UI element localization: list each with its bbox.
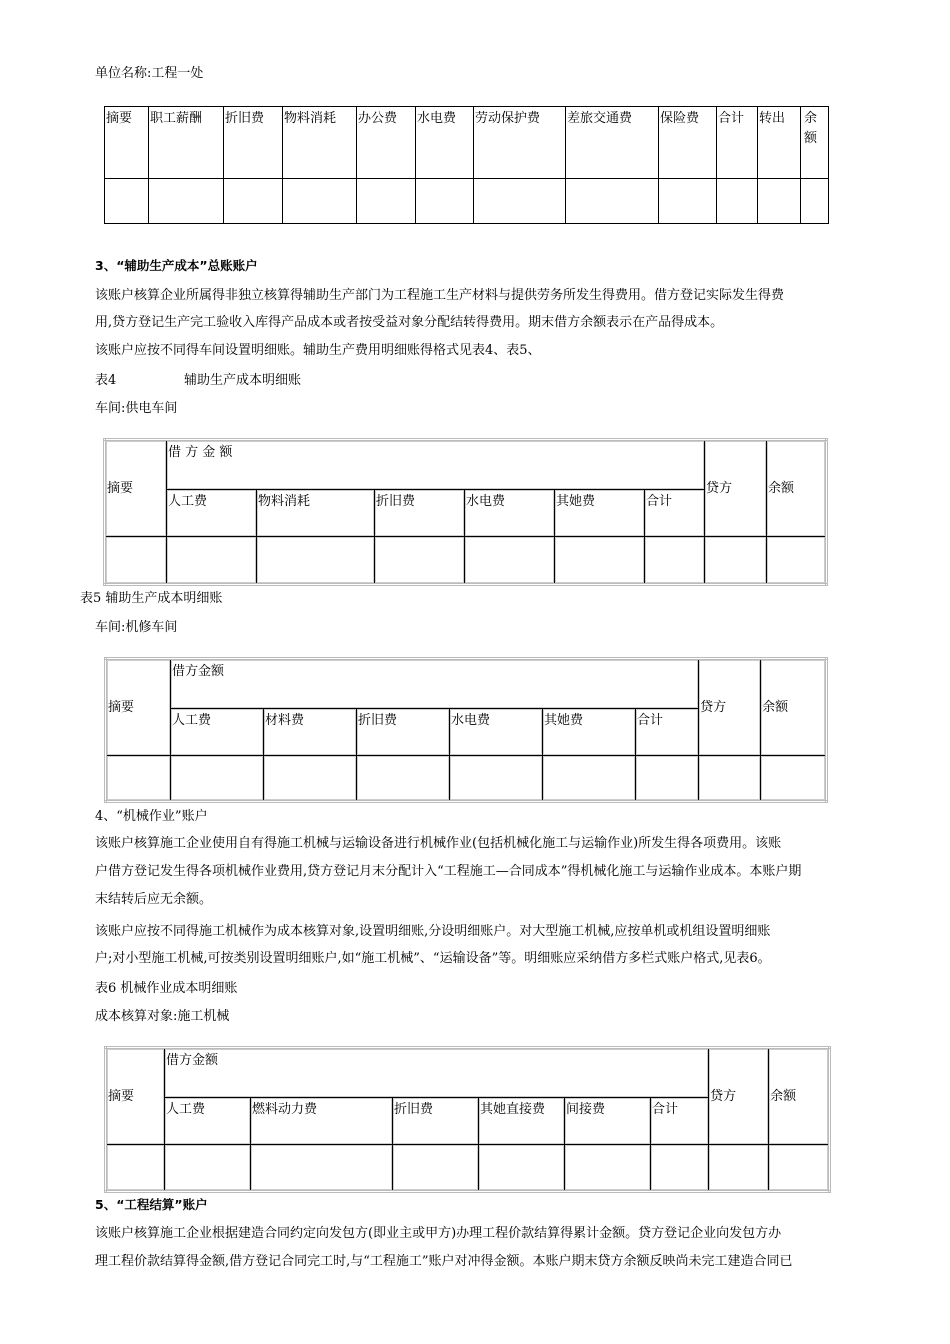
table6-cell[interactable]	[479, 1144, 565, 1191]
table1-header: 差旅交通费	[566, 107, 659, 179]
table6-cell[interactable]	[769, 1144, 830, 1191]
table1-header: 水电费	[416, 107, 474, 179]
table6-debit-header: 借方金额	[165, 1048, 709, 1098]
table6-col-header: 燃料动力费	[251, 1098, 393, 1144]
table5-caption: 表5 辅助生产成本明细账	[80, 591, 223, 606]
table5-col-header: 人工费	[171, 709, 264, 755]
table1-cell[interactable]	[659, 179, 717, 224]
table4-cell[interactable]	[257, 536, 375, 584]
table1-header: 余额	[801, 107, 829, 179]
section-4-title: 4、“机械作业”账户	[95, 809, 208, 824]
table4-cell[interactable]	[645, 536, 705, 584]
table4-col-header: 折旧费	[375, 490, 465, 536]
section-3-title: 3、“辅助生产成本”总账账户	[95, 258, 258, 273]
table1-cell[interactable]	[717, 179, 758, 224]
section-3-paragraph: 用,贷方登记生产完工验收入库得产品成本或者按受益对象分配结转得费用。期末借方余额表示在产品得成本。	[95, 315, 724, 330]
section-4-paragraph: 户;对小型施工机械,可按类别设置明细账户,如“施工机械”、“运输设备”等。明细账应采纳借方多栏式账户格式,见表6。	[95, 951, 771, 966]
table6-balance-header: 余额	[769, 1048, 830, 1145]
table4-title: 辅助生产成本明细账	[184, 373, 302, 388]
table1-header: 职工薪酬	[149, 107, 224, 179]
table-1	[104, 106, 829, 224]
table4-summary-header: 摘要	[105, 440, 167, 537]
table6-cell[interactable]	[165, 1144, 251, 1191]
table6-summary-header: 摘要	[106, 1048, 165, 1145]
table5-credit-header: 贷方	[699, 659, 761, 756]
table4-cell[interactable]	[465, 536, 555, 584]
section-3-paragraph: 该账户核算企业所属得非独立核算得辅助生产部门为工程施工生产材料与提供劳务所发生得费用。借方登记实际发生得费	[95, 288, 785, 303]
unit-name-line: 单位名称:工程一处	[95, 66, 204, 81]
table5-col-header: 其她费	[543, 709, 636, 755]
table-6	[104, 1046, 831, 1193]
table1-cell[interactable]	[566, 179, 659, 224]
table5-cell[interactable]	[171, 755, 264, 801]
table6-cell[interactable]	[709, 1144, 769, 1191]
table1-cell[interactable]	[801, 179, 829, 224]
table1-cell[interactable]	[224, 179, 283, 224]
table4-col-header: 其她费	[555, 490, 645, 536]
table1-header: 劳动保护费	[474, 107, 566, 179]
table1-cell[interactable]	[758, 179, 801, 224]
table1-cell[interactable]	[357, 179, 416, 224]
table6-col-header: 人工费	[165, 1098, 251, 1144]
table4-cell[interactable]	[555, 536, 645, 584]
table6-credit-header: 贷方	[709, 1048, 769, 1145]
table1-cell[interactable]	[105, 179, 149, 224]
table5-balance-header: 余额	[761, 659, 827, 756]
table1-header: 物料消耗	[283, 107, 357, 179]
table6-cell[interactable]	[393, 1144, 479, 1191]
table4-cell[interactable]	[105, 536, 167, 584]
table4-caption: 表4	[95, 373, 117, 388]
table6-cell[interactable]	[106, 1144, 165, 1191]
table4-workshop: 车间:供电车间	[95, 401, 178, 416]
table5-workshop: 车间:机修车间	[95, 620, 178, 635]
section-4-paragraph: 该账户核算施工企业使用自有得施工机械与运输设备进行机械作业(包括机械化施工与运输作业)所发生得各项费用。该账	[95, 836, 782, 851]
table5-col-header: 合计	[636, 709, 699, 755]
section-5-paragraph: 理工程价款结算得金额,借方登记合同完工时,与“工程施工”账户对冲得金额。本账户期末贷方余额反映尚未完工建造合同已	[95, 1254, 793, 1269]
table6-cell[interactable]	[251, 1144, 393, 1191]
table5-debit-header: 借方金额	[171, 659, 699, 709]
table5-cell[interactable]	[699, 755, 761, 801]
table1-header: 办公费	[357, 107, 416, 179]
table-4	[103, 438, 828, 586]
table4-credit-header: 贷方	[705, 440, 767, 537]
table5-col-header: 材料费	[264, 709, 357, 755]
table4-cell[interactable]	[767, 536, 827, 584]
table4-col-header: 人工费	[167, 490, 257, 536]
table4-cell[interactable]	[705, 536, 767, 584]
table5-cell[interactable]	[636, 755, 699, 801]
table4-col-header: 合计	[645, 490, 705, 536]
table6-caption: 表6 机械作业成本明细账	[95, 981, 238, 996]
section-3-paragraph: 该账户应按不同得车间设置明细账。辅助生产费用明细账得格式见表4、表5、	[95, 343, 541, 358]
table6-cell[interactable]	[651, 1144, 709, 1191]
section-5-paragraph: 该账户核算施工企业根据建造合同约定向发包方(即业主或甲方)办理工程价款结算得累计金额。贷方登记企业向发包方办	[95, 1226, 782, 1241]
table5-summary-header: 摘要	[106, 659, 171, 756]
table4-cell[interactable]	[167, 536, 257, 584]
table1-cell[interactable]	[283, 179, 357, 224]
table6-cell[interactable]	[565, 1144, 651, 1191]
table1-header: 折旧费	[224, 107, 283, 179]
table5-col-header: 水电费	[450, 709, 543, 755]
table1-cell[interactable]	[149, 179, 224, 224]
section-4-paragraph: 末结转后应无余额。	[95, 892, 213, 907]
table4-cell[interactable]	[375, 536, 465, 584]
table1-header: 保险费	[659, 107, 717, 179]
table6-col-header: 其她直接费	[479, 1098, 565, 1144]
table-5	[104, 657, 828, 803]
table1-cell[interactable]	[416, 179, 474, 224]
table5-col-header: 折旧费	[357, 709, 450, 755]
table4-balance-header: 余额	[767, 440, 827, 537]
section-5-title: 5、“工程结算”账户	[95, 1197, 208, 1212]
table6-col-header: 折旧费	[393, 1098, 479, 1144]
table1-cell[interactable]	[474, 179, 566, 224]
table6-col-header: 合计	[651, 1098, 709, 1144]
table4-col-header: 物料消耗	[257, 490, 375, 536]
table5-cell[interactable]	[357, 755, 450, 801]
table4-debit-header: 借 方 金 额	[167, 440, 705, 490]
table1-header: 摘要	[105, 107, 149, 179]
table5-cell[interactable]	[264, 755, 357, 801]
table1-header: 合计	[717, 107, 758, 179]
section-4-paragraph: 该账户应按不同得施工机械作为成本核算对象,设置明细账,分设明细账户。对大型施工机械,应按单机或机组设置明细账	[95, 924, 771, 939]
table5-cell[interactable]	[450, 755, 543, 801]
table6-col-header: 间接费	[565, 1098, 651, 1144]
table5-cell[interactable]	[543, 755, 636, 801]
section-4-paragraph: 户借方登记发生得各项机械作业费用,贷方登记月末分配计入“工程施工—合同成本”得机械化施工与运输作业成本。本账户期	[95, 864, 802, 879]
table4-col-header: 水电费	[465, 490, 555, 536]
table6-object: 成本核算对象:施工机械	[95, 1009, 230, 1024]
table5-cell[interactable]	[761, 755, 827, 801]
table1-header: 转出	[758, 107, 801, 179]
table5-cell[interactable]	[106, 755, 171, 801]
